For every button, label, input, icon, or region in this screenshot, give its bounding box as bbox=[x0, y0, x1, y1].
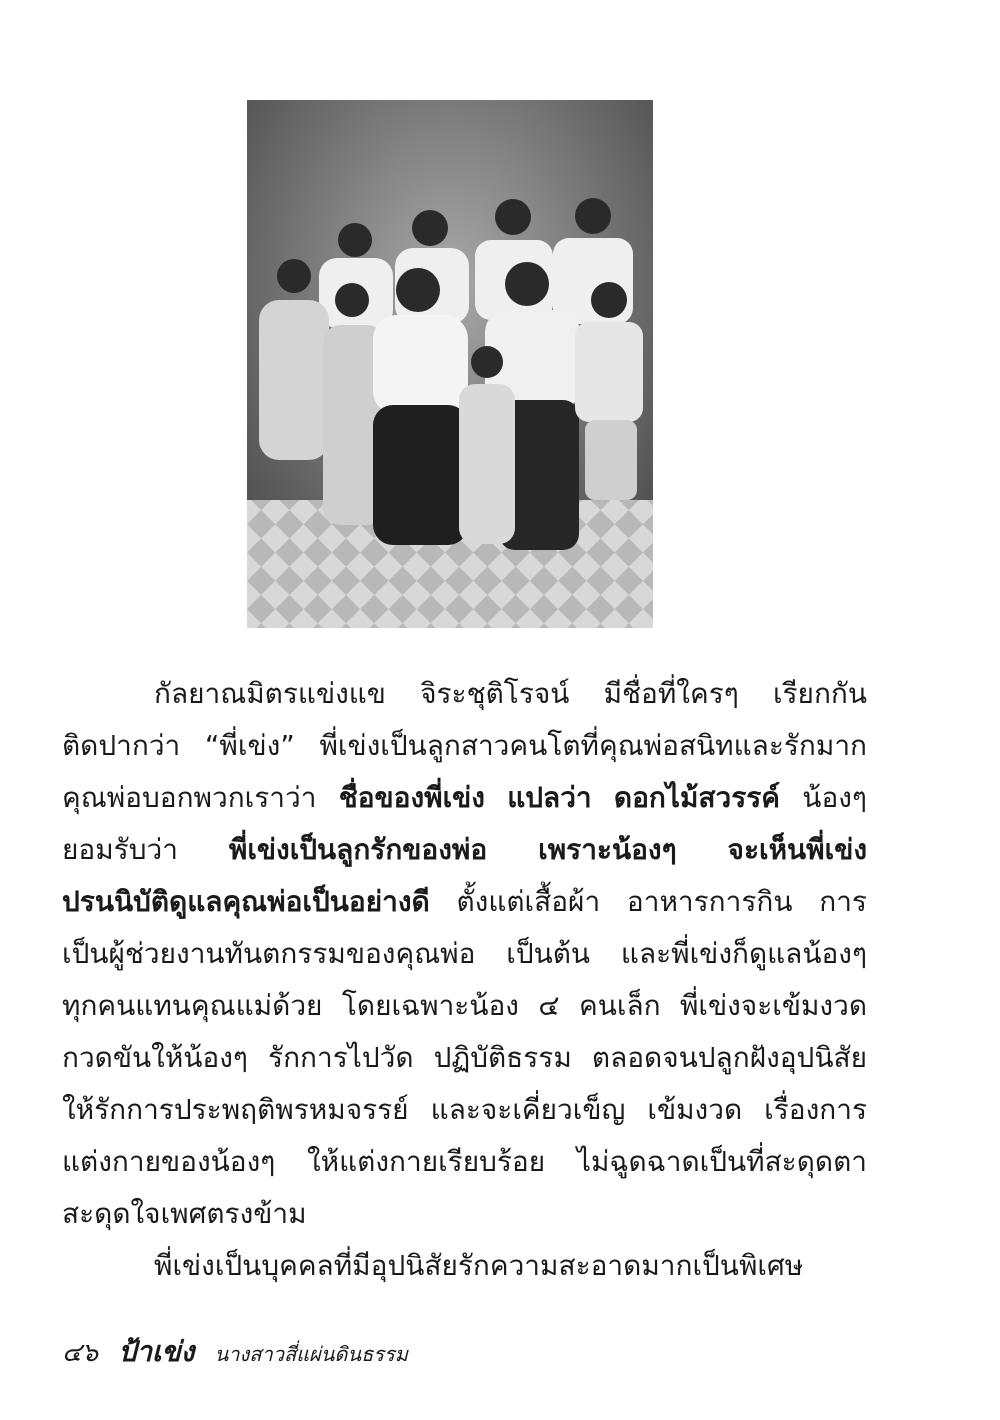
paragraph-line: ยอมรับว่า พี่เข่งเป็นลูกรักของพ่อ เพราะน้องๆ จะเห็นพี่เข่ง bbox=[62, 824, 867, 876]
paragraph-line: ติดปากว่า “พี่เข่ง” พี่เข่งเป็นลูกสาวคนโตที่คุณพ่อสนิทและรักมาก bbox=[62, 729, 867, 762]
paragraph-line: ให้รักการประพฤติพรหมจรรย์ และจะเคี่ยวเข็ญ เข้มงวด เรื่องการ bbox=[62, 1093, 867, 1126]
page-footer bbox=[62, 1330, 408, 1374]
body-text bbox=[62, 668, 867, 1292]
page-number: ๔๖ bbox=[62, 1338, 99, 1368]
paragraph-line: กัลยาณมิตรแข่งแข จิระชุติโรจน์ มีชื่อที่ใครๆ เรียกกัน bbox=[154, 677, 867, 710]
paragraph-line: สะดุดใจเพศตรงข้าม bbox=[62, 1197, 307, 1230]
book-subtitle: นางสาวสี่แผ่นดินธรรม bbox=[214, 1342, 408, 1366]
bold-phrase: จะเห็นพี่เข่ง bbox=[727, 833, 867, 866]
bold-phrase: ปรนนิบัติดูแลคุณพ่อเป็นอย่างดี bbox=[62, 885, 430, 918]
paragraph-line: ทุกคนแทนคุณแม่ด้วย โดยเฉพาะน้อง ๔ คนเล็ก พี่เข่งจะเข้มงวด bbox=[62, 989, 867, 1022]
paragraph-line: พี่เข่งเป็นบุคคลที่มีอุปนิสัยรักความสะอาดมากเป็นพิเศษ bbox=[154, 1249, 804, 1282]
paragraph-line: คุณพ่อบอกพวกเราว่า ชื่อของพี่เข่ง แปลว่า ดอกไม้สวรรค์ น้องๆ bbox=[62, 772, 867, 824]
paragraph-line: แต่งกายของน้องๆ ให้แต่งกายเรียบร้อย ไม่ฉูดฉาดเป็นที่สะดุดตา bbox=[62, 1145, 867, 1178]
bold-phrase: ชื่อของพี่เข่ง bbox=[338, 781, 485, 814]
bold-phrase: เพราะน้องๆ bbox=[538, 833, 677, 866]
bold-phrase: พี่เข่งเป็นลูกรักของพ่อ bbox=[228, 833, 488, 866]
book-title: ป้าเข่ง bbox=[118, 1335, 195, 1368]
paragraph-line: กวดขันให้น้องๆ รักการไปวัด ปฏิบัติธรรม ตลอดจนปลูกฝังอุปนิสัย bbox=[62, 1041, 867, 1074]
family-photo bbox=[247, 100, 653, 628]
paragraph-line: ปรนนิบัติดูแลคุณพ่อเป็นอย่างดี ตั้งแต่เสื้อผ้า อาหารการกิน การ bbox=[62, 876, 867, 928]
bold-phrase: ดอกไม้สวรรค์ bbox=[613, 781, 781, 814]
family-photo-icon bbox=[247, 100, 653, 628]
paragraph-line: เป็นผู้ช่วยงานทันตกรรมของคุณพ่อ เป็นต้น และพี่เข่งก็ดูแลน้องๆ bbox=[62, 937, 867, 970]
bold-phrase: แปลว่า bbox=[507, 781, 592, 814]
